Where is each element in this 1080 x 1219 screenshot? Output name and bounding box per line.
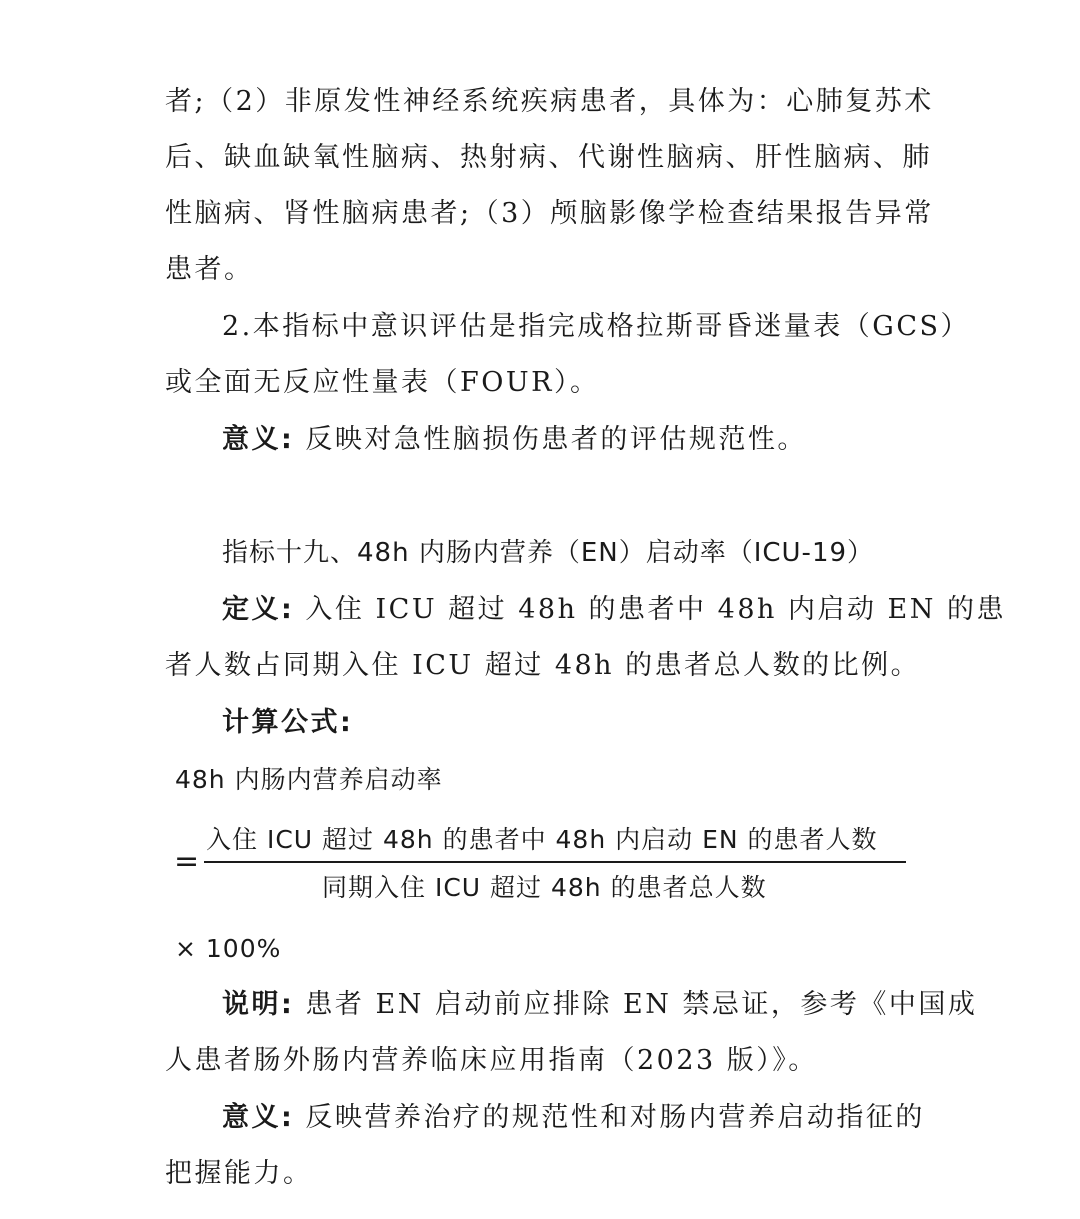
definition-text: 入住 ICU 超过 48h 的患者中 48h 内启动 EN 的患 [305,594,1006,625]
fraction-bar [204,861,906,863]
significance-text: 反映营养治疗的规范性和对肠内营养启动指征的 [305,1102,925,1133]
significance-paragraph [222,423,982,457]
significance-label: 意义: [222,1102,295,1133]
explanation-paragraph [222,988,982,1022]
formula-numerator: 入住 ICU 超过 48h 的患者中 48h 内启动 EN 的患者人数 [206,825,878,854]
explanation-line: 人患者肠外肠内营养临床应用指南（2023 版）》。 [165,1045,818,1076]
paragraph-line: 性脑病、肾性脑病患者;（3）颅脑影像学检查结果报告异常 [165,198,934,229]
significance-paragraph-2 [222,1101,982,1135]
significance-label: 意义: [222,424,295,455]
paragraph-line: 患者。 [165,254,254,285]
paragraph-line: 者;（2）非原发性神经系统疾病患者，具体为：心肺复苏术 [165,86,934,117]
formula-lhs: 48h 内肠内营养启动率 [175,765,443,794]
definition-line: 者人数占同期入住 ICU 超过 48h 的患者总人数的比例。 [165,650,921,681]
formula-multiplier: × 100% [175,934,282,963]
significance-text: 反映对急性脑损伤患者的评估规范性。 [305,424,807,455]
note-line: 或全面无反应性量表（FOUR）。 [165,367,600,398]
explanation-text: 患者 EN 启动前应排除 EN 禁忌证，参考《中国成 [305,989,978,1020]
formula-equals-sign: = [174,844,201,879]
paragraph-line: 后、缺血缺氧性脑病、热射病、代谢性脑病、肝性脑病、肺 [165,142,932,173]
definition-label: 定义: [222,594,295,625]
note-line: 2.本指标中意识评估是指完成格拉斯哥昏迷量表（GCS） [222,311,970,342]
formula-label: 计算公式: [222,707,354,738]
indicator-heading: 指标十九、48h 内肠内营养（EN）启动率（ICU-19） [222,538,875,568]
explanation-label: 说明: [222,989,295,1020]
definition-paragraph [222,593,1006,627]
significance-line: 把握能力。 [165,1158,313,1189]
formula-denominator: 同期入住 ICU 超过 48h 的患者总人数 [322,873,767,902]
